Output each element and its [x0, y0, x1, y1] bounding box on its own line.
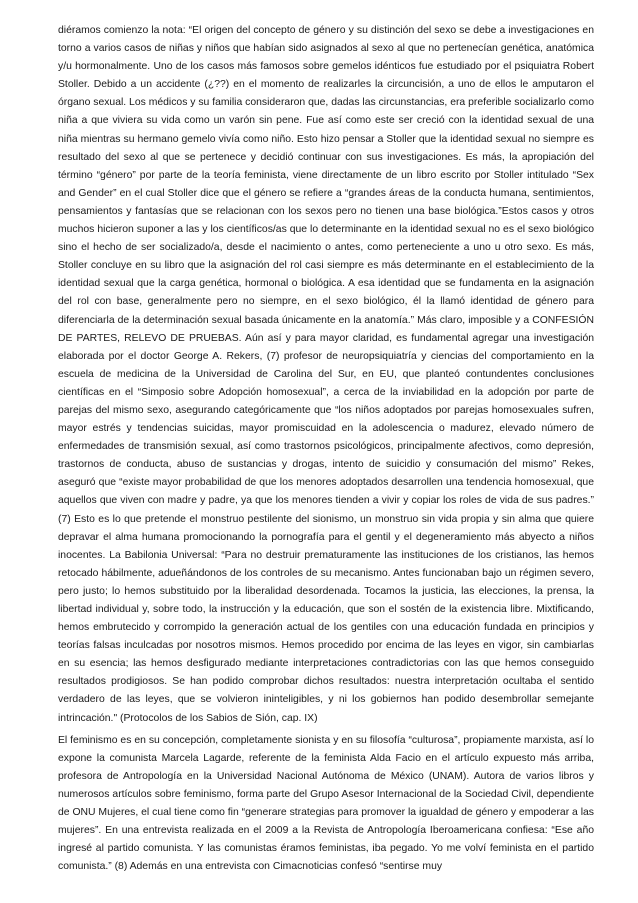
- document-body: [58, 22, 594, 876]
- paragraph-2: El feminismo es en su concepción, completamente sionista y en su filosofía “culturosa”, propiamente marxista, así lo expone la comunista Marcela Lagarde, referente de la feminista Alda Facio en el artículo expuesto más arriba, profesora de Antropología en la Universidad Nacional Autónoma de México (UNAM). Autora de varios libros y numerosos artículos sobre feminismo, forma parte del Grupo Asesor Internacional de la Sociedad Civil, dependiente de ONU Mujeres, el cual tiene como fin “generare strategias para promover la igualdad de género y empoderar a las mujeres”. En una entrevista realizada en el 2009 a la Revista de Antropología Iberoamericana confiesa: “Ese año ingresé al partido comunista. Y las comunistas éramos feministas, iba pegado. Yo me volví feminista en el partido comunista.” (8) Además en una entrevista con Cimacnoticias confesó “sentirse muy: [58, 734, 594, 873]
- paragraph-1: diéramos comienzo la nota: “El origen del concepto de género y su distinción del sexo se debe a investigaciones en torno a varios casos de niñas y niños que habían sido asignados al sexo al que no pertenecían genética, anatómica y/u hormonalmente. Uno de los casos más famosos sobre gemelos idénticos fue estudiado por el psiquiatra Robert Stoller. Debido a un accidente (¿??) en el momento de realizarles la circuncisión, a uno de ellos le amputaron el órgano sexual. Los médicos y su familia consideraron que, dadas las circunstancias, era preferible socializarlo como niña a que viviera su vida como un varón sin pene. Fue así como este ser creció con la identidad sexual de una niña mientras su hermano gemelo vivía como niño. Esto hizo pensar a Stoller que la identidad sexual no siempre es resultado del sexo al que se pertenece y decidió continuar con sus investigaciones. Es más, la apropiación del término “género” por parte de la teoría feminista, viene directamente de un libro escrito por Stoller intitulado “Sex and Gender” en el cual Stoller dice que el género se refiere a “grandes áreas de la conducta humana, sentimientos, pensamientos y fantasías que se relacionan con los sexos pero no tienen una base biológica.”Estos casos y otros muchos hicieron suponer a las y los científicos/as que lo determinante en la identidad sexual no es el sexo biológico sino el hecho de ser socializado/a, desde el nacimiento o antes, como perteneciente a uno u otro sexo. Es más, Stoller concluye en su libro que la asignación del rol casi siempre es más determinante en el establecimiento de la identidad sexual que la carga genética, hormonal o biológica. A esa identidad que se fundamenta en la asignación del rol con base, generalmente pero no siempre, en el sexo biológico, él la llamó identidad de género para diferenciarla de la determinación sexual basada únicamente en la anatomía.” Más claro, imposible y a CONFESIÓN DE PARTES, RELEVO DE PRUEBAS. Aún así y para mayor claridad, es fundamental agregar una investigación elaborada por el doctor George A. Rekers, (7) profesor de neuropsiquiatría y ciencias del comportamiento en la escuela de medicina de la Universidad de Carolina del Sur, en EU, que planteó contundentes conclusiones científicas en el “Simposio sobre Adopción homosexual”, a cerca de la inviabilidad en la adopción por parte de parejas del mismo sexo, asegurando categóricamente que “los niños adoptados por parejas homosexuales sufren, mayor estrés y tendencias suicidas, mayor promiscuidad en la adolescencia o madurez, elevado número de enfermedades de transmisión sexual, así como trastornos psicológicos, principalmente afectivos, como depresión, trastornos de conducta, abuso de sustancias y drogas, intento de suicidio y consumación del mismo” Rekes, aseguró que “existe mayor probabilidad de que los menores adoptados desarrollen una tendencia homosexual, que aquellos que viven con madre y padre, ya que los menores tienden a vivir y copiar los roles de vida de sus padres.” (7) Esto es lo que pretende el monstruo pestilente del sionismo, un monstruo sin vida propia y sin alma que quiere depravar el alma humana promocionando la pornografía para el gentil y el degeneramiento más abyecto a niños inocentes. La Babilonia Universal: “Para no destruir prematuramente las instituciones de los cristianos, las hemos retocado hábilmente, adueñándonos de los controles de su mecanismo. Antes funcionaban bajo un régimen severo, pero justo; lo hemos substituido por la liberalidad desordenada. Tocamos la justicia, las elecciones, la prensa, la libertad individual y, sobre todo, la instrucción y la educación, que son el sostén de la existencia libre. Mixtificando, hemos embrutecido y corrompido la generación actual de los gentiles con una educación fundada en principios y teorías falsas inculcadas por nosotros mismos. Hemos procedido por encima de las leyes en vigor, sin cambiarlas en su esencia; las hemos desfigurado mediante interpretaciones contradictorias con las que hemos conseguido resultados prodigiosos. Se han podido comprobar dichos resultados: nuestra interpretación ocultaba el sentido verdadero de las leyes, que se volvieron ininteligibles, y ni los gobiernos han podido desembrollar semejante intrincación." (Protocolos de los Sabios de Sión, cap. IX): [58, 25, 594, 724]
